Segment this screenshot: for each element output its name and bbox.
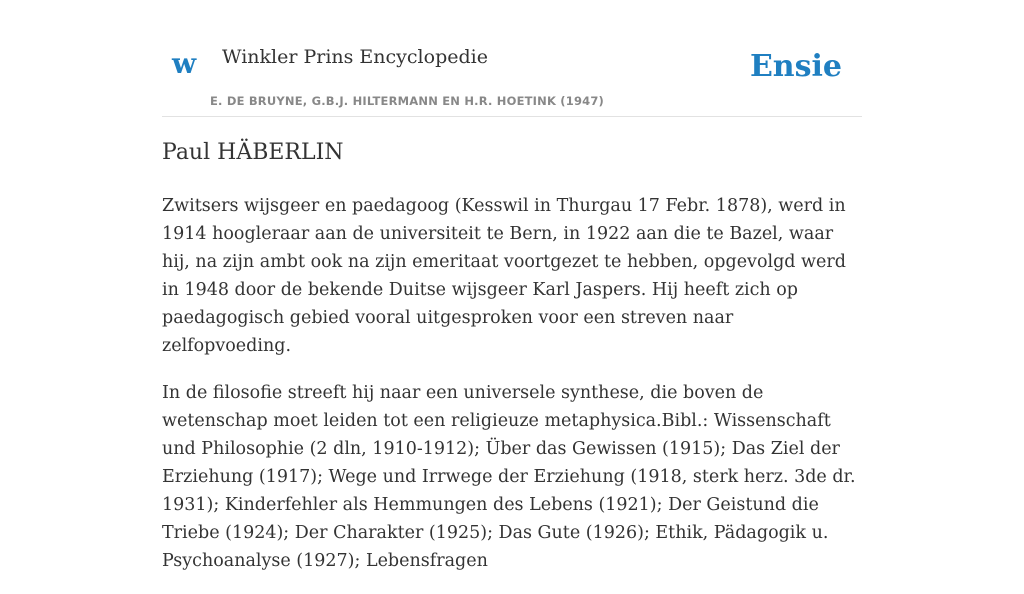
article-paragraph: In de filosofie streeft hij naar een universele synthese, die boven de wetenschap moet leiden tot een religieuze metaphysica.Bibl.: Wissenschaft und Philosophie (2 dln, 1910-1912); Über das Gewissen (1915); Das Ziel der Erziehung (1917); Wege und Irrwege der Erziehung (1918, sterk herz. 3de dr. 1931); Kinderfehler als Hemmungen des Lebens (1921); Der Geistund die Triebe (1924); Der Charakter (1925); Das Gute (1926); Ethik, Pädagogik u. Psychoanalyse (1927); Lebensfragen <box>162 383 856 571</box>
article-body <box>162 192 862 594</box>
site-logo[interactable]: w <box>172 47 197 80</box>
page-container <box>162 0 862 571</box>
page-title: Paul HÄBERLIN <box>162 140 344 165</box>
site-subtitle: E. DE BRUYNE, G.B.J. HILTERMANN EN H.R. HOETINK (1947) <box>210 94 605 108</box>
site-header <box>162 0 862 117</box>
brand-logo-link[interactable]: Ensie <box>749 49 842 84</box>
article-paragraph: Zwitsers wijsgeer en paedagoog (Kesswil in Thurgau 17 Febr. 1878), werd in 1914 hoogleraar aan de universiteit te Bern, in 1922 aan die te Bazel, waar hij, na zijn ambt ook na zijn emeritaat voortgezet te hebben, opgevolgd werd in 1948 door de bekende Duitse wijsgeer Karl Jaspers. Hij heeft zich op paedagogisch gebied vooral uitgesproken voor een streven naar zelfopvoeding. <box>162 196 846 356</box>
site-title[interactable]: Winkler Prins Encyclopedie <box>222 46 488 68</box>
